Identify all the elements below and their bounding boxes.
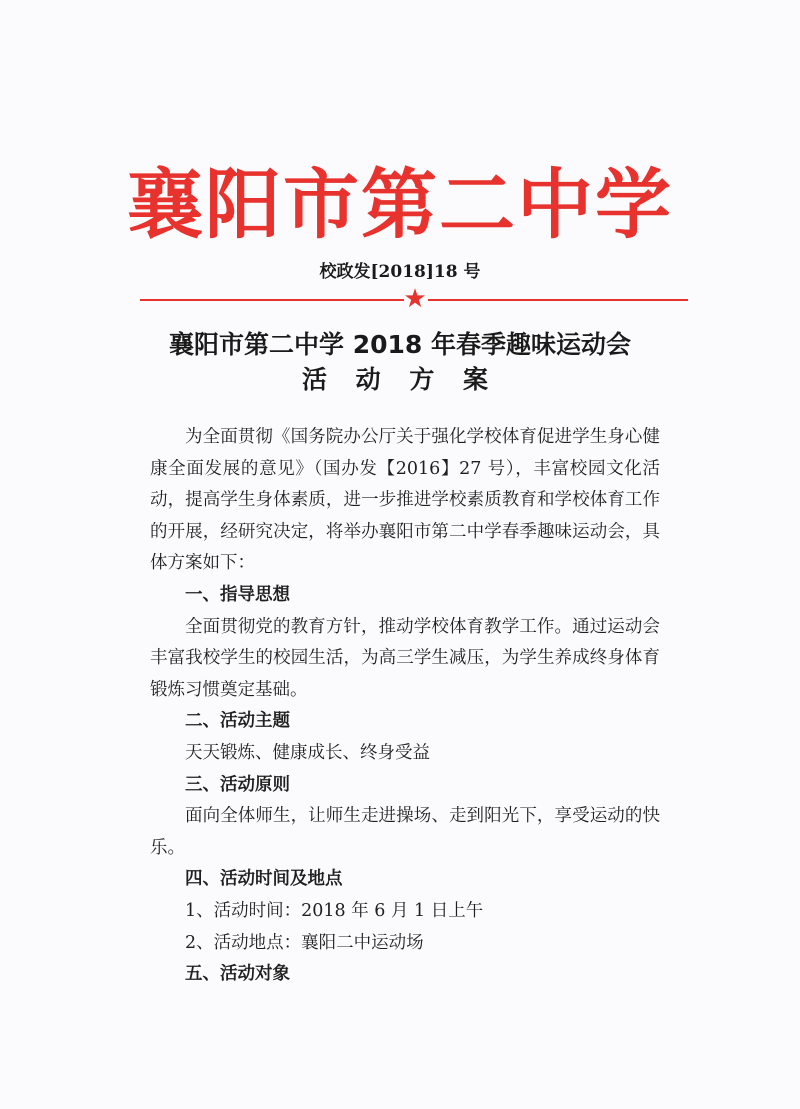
- doc-title-line1: 襄阳市第二中学 2018 年春季趣味运动会: [169, 330, 631, 359]
- section5-heading: 五、活动对象: [185, 964, 290, 985]
- document-body: [150, 422, 660, 991]
- section4-item-time: 1、活动时间：2018 年 6 月 1 日上午: [185, 900, 484, 921]
- doc-title-line2: 活 动 方 案: [301, 365, 499, 394]
- section2-paragraph: 天天锻炼、健康成长、终身受益: [185, 742, 430, 763]
- divider-line-right: [428, 299, 688, 301]
- org-name-header: 襄阳市第二中学: [127, 160, 673, 249]
- divider-line-left: [140, 299, 404, 301]
- section2-heading: 二、活动主题: [185, 711, 290, 732]
- red-divider: [140, 284, 688, 314]
- section3-heading: 三、活动原则: [185, 774, 290, 795]
- section1-paragraph: 全面贯彻党的教育方针，推动学校体育教学工作。通过运动会丰富我校学生的校园生活，为高三学生减压，为学生养成终身体育锻炼习惯奠定基础。: [150, 616, 660, 700]
- section4-heading: 四、活动时间及地点: [185, 869, 343, 890]
- section3-paragraph: 面向全体师生，让师生走进操场、走到阳光下，享受运动的快乐。: [150, 806, 660, 858]
- intro-paragraph: 为全面贯彻《国务院办公厅关于强化学校体育促进学生身心健康全面发展的意见》（国办发【2016】27 号），丰富校园文化活动，提高学生身体素质，进一步推进学校素质教育和学校体育工作的开展，经研究决定，将举办襄阳市第二中学春季趣味运动会，具体方案如下：: [150, 427, 660, 574]
- doc-number: 校政发[2018]18 号: [319, 262, 481, 282]
- section4-item-place: 2、活动地点：襄阳二中运动场: [185, 932, 424, 953]
- section1-heading: 一、指导思想: [185, 584, 290, 605]
- star-icon: ★: [403, 284, 427, 314]
